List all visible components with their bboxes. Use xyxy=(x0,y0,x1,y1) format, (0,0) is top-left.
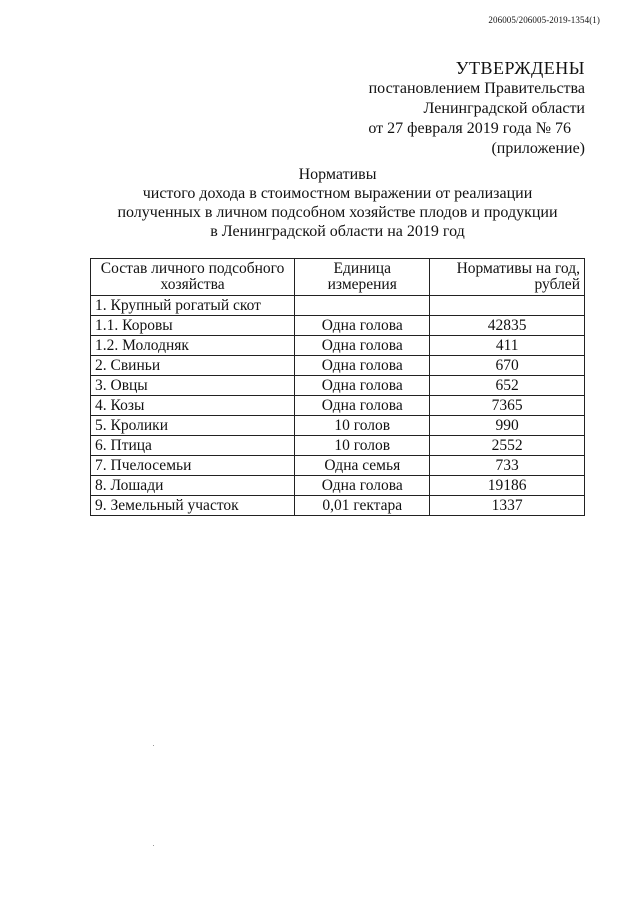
row-name: 3. Овцы xyxy=(91,376,295,396)
row-unit: Одна семья xyxy=(295,456,430,476)
row-unit xyxy=(295,296,430,316)
row-value: 733 xyxy=(430,456,585,476)
approval-heading: УТВЕРЖДЕНЫ xyxy=(455,58,585,78)
row-name: 7. Пчелосемьи xyxy=(91,456,295,476)
table-row xyxy=(91,396,585,416)
row-value: 42835 xyxy=(430,316,585,336)
row-value: 411 xyxy=(430,336,585,356)
document-id: 206005/206005-2019-1354(1) xyxy=(488,15,600,25)
title-line-1: Нормативы xyxy=(298,166,377,183)
row-unit: Одна голова xyxy=(295,316,430,336)
title-line-3: полученных в личном подсобном хозяйстве плодов и продукции xyxy=(117,204,558,221)
row-value: 19186 xyxy=(430,476,585,496)
row-unit: 10 голов xyxy=(295,416,430,436)
row-value: 652 xyxy=(430,376,585,396)
scan-speck xyxy=(153,745,154,746)
table-row xyxy=(91,376,585,396)
row-value: 1337 xyxy=(430,496,585,516)
table-row xyxy=(91,416,585,436)
table-row xyxy=(91,456,585,476)
table-header-row xyxy=(91,259,585,296)
table-row xyxy=(91,496,585,516)
table-row xyxy=(91,476,585,496)
row-name: 1. Крупный рогатый скот xyxy=(91,296,295,316)
row-unit: Одна голова xyxy=(295,476,430,496)
approval-line-1: постановлением Правительства xyxy=(368,80,585,97)
header-composition: Состав личного подсобного хозяйства xyxy=(91,259,295,296)
row-unit: Одна голова xyxy=(295,336,430,356)
row-unit: Одна голова xyxy=(295,396,430,416)
row-unit: 10 голов xyxy=(295,436,430,456)
row-name: 8. Лошади xyxy=(91,476,295,496)
row-value: 670 xyxy=(430,356,585,376)
approval-line-3: от 27 февраля 2019 года № 76 xyxy=(368,120,571,137)
title-line-2: чистого дохода в стоимостном выражении от реализации xyxy=(142,185,533,202)
row-name: 1.1. Коровы xyxy=(91,316,295,336)
header-unit: Единица измерения xyxy=(295,259,430,296)
table-row xyxy=(91,336,585,356)
row-unit: Одна голова xyxy=(295,376,430,396)
row-value xyxy=(430,296,585,316)
row-name: 1.2. Молодняк xyxy=(91,336,295,356)
title-line-4: в Ленинградской области на 2019 год xyxy=(210,223,465,240)
row-unit: 0,01 гектара xyxy=(295,496,430,516)
row-name: 5. Кролики xyxy=(91,416,295,436)
row-value: 2552 xyxy=(430,436,585,456)
row-name: 9. Земельный участок xyxy=(91,496,295,516)
norms-table xyxy=(90,258,585,516)
approval-line-4: (приложение) xyxy=(491,140,585,157)
scan-speck xyxy=(153,845,154,846)
table-row xyxy=(91,356,585,376)
row-name: 2. Свиньи xyxy=(91,356,295,376)
row-unit: Одна голова xyxy=(295,356,430,376)
table-row xyxy=(91,436,585,456)
document-title xyxy=(90,165,585,241)
header-norm: Нормативы на год, рублей xyxy=(430,259,585,296)
approval-block xyxy=(368,57,585,159)
table-row xyxy=(91,316,585,336)
row-name: 6. Птица xyxy=(91,436,295,456)
approval-line-2: Ленинградской области xyxy=(423,100,585,117)
row-value: 990 xyxy=(430,416,585,436)
row-name: 4. Козы xyxy=(91,396,295,416)
row-value: 7365 xyxy=(430,396,585,416)
table-row xyxy=(91,296,585,316)
